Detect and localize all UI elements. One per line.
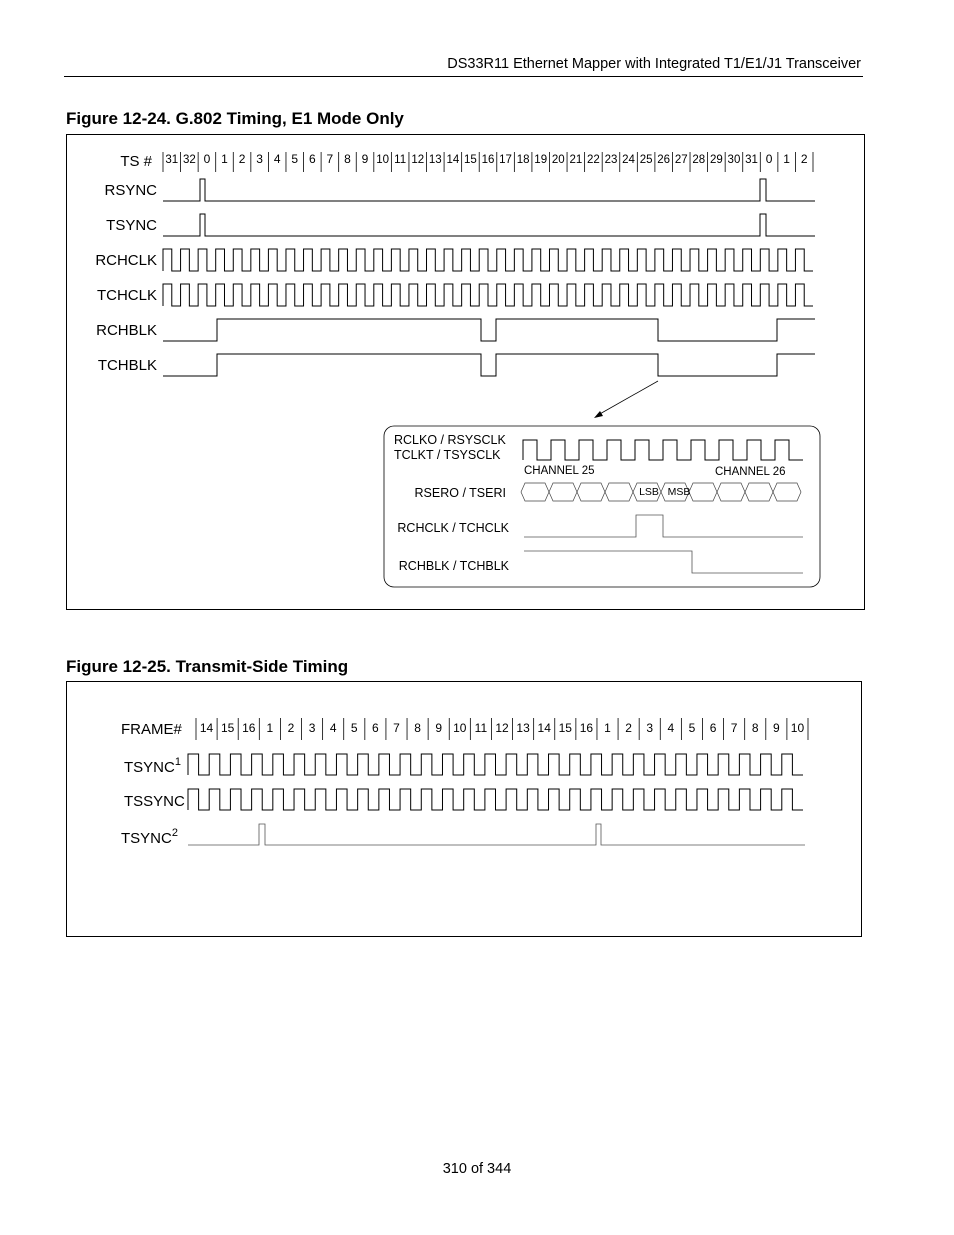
ts-number: 18 [516, 154, 530, 166]
frame-number: 7 [393, 721, 400, 735]
footnote-marker: 2 [171, 827, 178, 839]
ts-number: 16 [481, 154, 495, 166]
frame-number: 11 [474, 721, 488, 735]
signal-label-tchblk: TCHBLK [97, 357, 157, 374]
ts-number: 26 [657, 154, 671, 166]
ts-number: 8 [344, 152, 351, 166]
inset-clk-label-receive: RCLKO / RSYSCLK [394, 433, 506, 447]
ts-number: 19 [534, 154, 548, 166]
ts-number: 0 [203, 152, 211, 166]
frame-header-label: FRAME# [121, 721, 182, 738]
ts-number: 3 [256, 152, 263, 166]
frame-number: 13 [516, 721, 530, 735]
tsync2-waveform [188, 824, 805, 845]
frame-number: 8 [751, 721, 759, 735]
frame-number: 6 [372, 721, 379, 735]
ts-number: 23 [604, 154, 618, 166]
signal-label-rchclk: RCHCLK [95, 252, 157, 269]
ts-number: 31 [745, 154, 758, 166]
ts-number: 0 [765, 152, 773, 166]
ts-header-label: TS # [120, 153, 152, 170]
frame-number: 9 [435, 721, 443, 735]
frame-number: 5 [688, 721, 696, 735]
ts-number: 20 [551, 154, 565, 166]
ts-number: 21 [569, 154, 583, 166]
frame-number: 2 [625, 721, 632, 735]
frame-number: 4 [667, 721, 675, 735]
inset-channel-26-label: CHANNEL 26 [715, 466, 786, 478]
frame-number: 12 [495, 721, 509, 735]
tsync1-waveform [188, 754, 803, 775]
ts-number: 24 [622, 154, 635, 166]
ts-number: 30 [727, 154, 741, 166]
figure-12-24-title: Figure 12-24. G.802 Timing, E1 Mode Only [66, 109, 404, 128]
frame-number: 2 [287, 721, 295, 735]
ts-number: 2 [238, 152, 246, 166]
ts-number: 15 [464, 154, 477, 166]
ts-number: 1 [783, 152, 790, 166]
msb-label: MSB [667, 486, 691, 498]
ts-number: 29 [709, 154, 723, 166]
inset-clk-label-transmit: TCLKT / TSYSCLK [394, 448, 501, 462]
ts-number: 7 [326, 152, 334, 166]
signal-label-rsync: RSYNC [104, 182, 157, 199]
ts-number: 5 [291, 152, 299, 166]
page-number: 310 of 344 [442, 1161, 512, 1177]
ts-number: 6 [308, 152, 316, 166]
frame-number: 6 [709, 721, 717, 735]
frame-number: 14 [199, 721, 214, 735]
inset-chblk-label: RCHBLK / TCHBLK [398, 559, 509, 573]
ts-number: 17 [499, 154, 512, 166]
signal-label-tssync: TSSYNC [124, 793, 185, 810]
frame-number: 8 [414, 721, 421, 735]
frame-number: 10 [790, 721, 805, 735]
frame-number: 16 [242, 721, 256, 735]
frame-number: 9 [773, 721, 780, 735]
document-header-title: DS33R11 Ethernet Mapper with Integrated T1/E1/J1 Transceiver [447, 56, 861, 72]
inset-data-label: RSERO / TSERI [414, 486, 506, 500]
ts-number: 31 [165, 154, 179, 166]
signal-label-tsync-2: TSYNC$^2$ [121, 827, 178, 847]
frame-number: 3 [646, 721, 654, 735]
frame-number: 7 [730, 721, 738, 735]
frame-number: 4 [329, 721, 337, 735]
inset-channel-25-label: CHANNEL 25 [524, 465, 595, 477]
frame-number: 16 [579, 721, 594, 735]
ts-number: 32 [182, 154, 196, 166]
ts-number: 4 [273, 152, 281, 166]
frame-number: 15 [220, 721, 235, 735]
ts-number: 14 [446, 154, 460, 166]
ts-number: 28 [692, 154, 706, 166]
tssync-waveform [188, 789, 803, 810]
frame-number: 5 [350, 721, 358, 735]
frame-number: 14 [537, 721, 551, 735]
signal-label-tchclk: TCHCLK [96, 287, 157, 304]
ts-number: 22 [587, 154, 600, 166]
signal-label-tsync-1: TSYNC$^1$ [124, 756, 181, 776]
frame-number: 15 [558, 721, 572, 735]
signal-label-rchblk: RCHBLK [96, 322, 157, 339]
lsb-label: LSB [639, 486, 659, 498]
inset-chclk-label: RCHCLK / TCHCLK [397, 521, 509, 535]
ts-number: 27 [674, 154, 688, 166]
ts-number: 10 [376, 154, 389, 166]
ts-number: 11 [394, 154, 407, 166]
frame-number: 3 [308, 721, 316, 735]
ts-number: 13 [428, 154, 442, 166]
frame-number: 1 [266, 721, 274, 735]
ts-number: 1 [221, 152, 228, 166]
ts-number: 2 [800, 152, 808, 166]
frame-number: 1 [604, 721, 611, 735]
signal-label-tsync: TSYNC [106, 217, 157, 234]
footnote-marker: 1 [174, 756, 181, 768]
ts-number: 25 [639, 154, 653, 166]
frame-number: 10 [453, 721, 467, 735]
figure-12-25-title: Figure 12-25. Transmit-Side Timing [66, 657, 349, 676]
ts-number: 12 [411, 154, 425, 166]
ts-number: 9 [361, 152, 369, 166]
